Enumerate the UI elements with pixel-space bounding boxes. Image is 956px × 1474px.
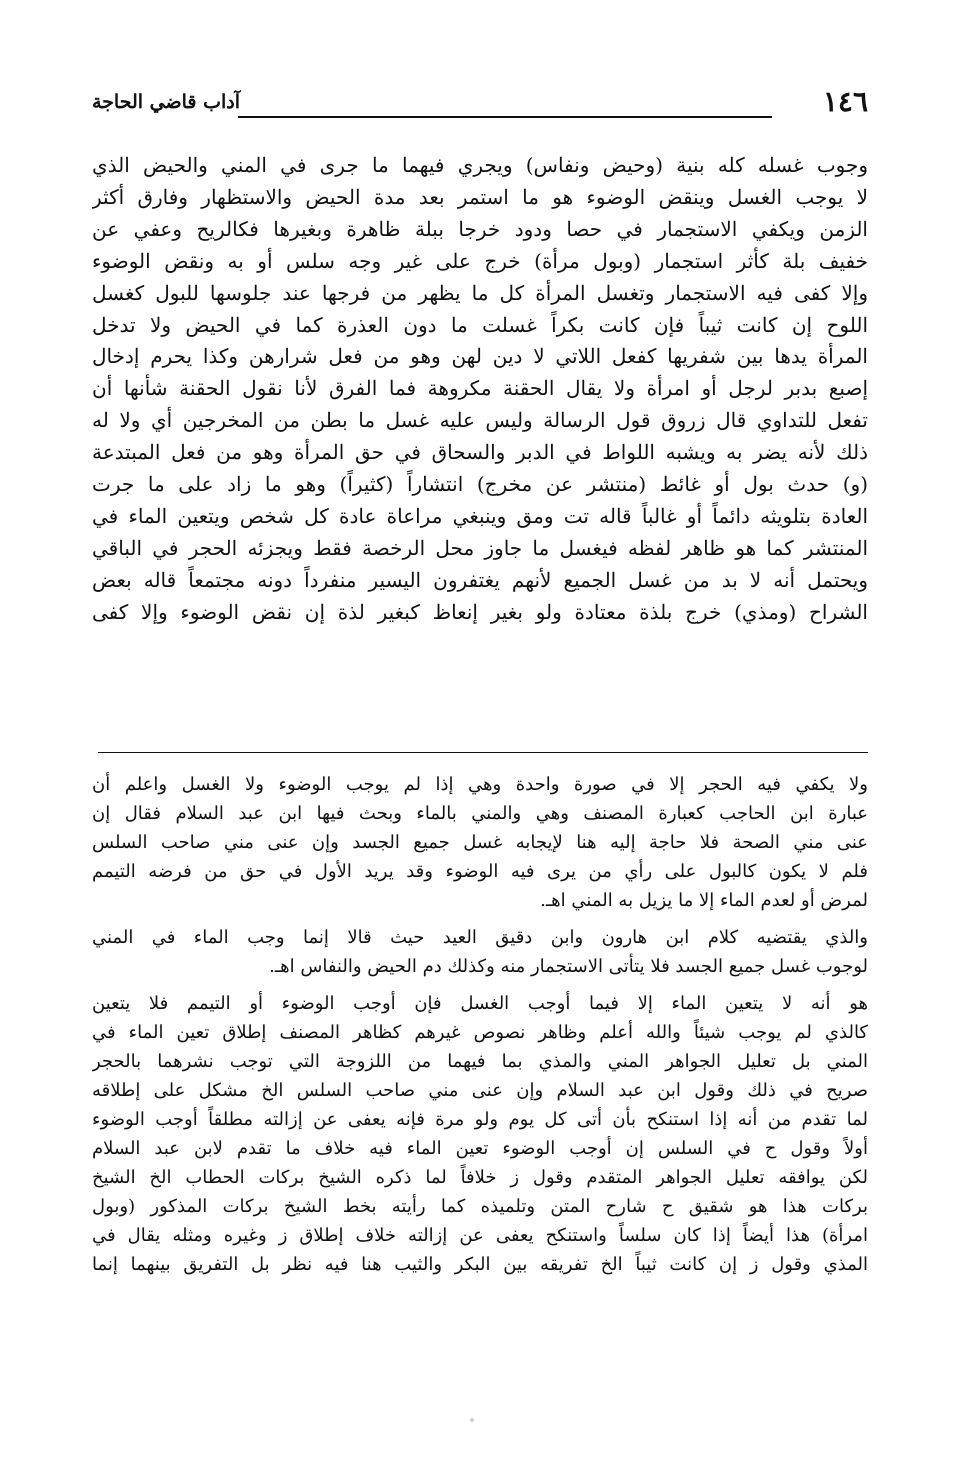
footnote-line: صريح في ذلك وقول ابن عبد السلام وإن عنى مني صاحب السلس الخ مشكل على إطلاقه [92, 1080, 868, 1101]
main-line: خفيف بلة كأثر استجمار (وبول مرأة) خرج على غير وجه سلس أو به ونقض الوضوء [92, 248, 868, 273]
main-line: الشراح (ومذي) خرج بلذة معتادة ولو بغير إنعاظ كبغير لذة إن نقض الوضوء وإلا كفى [92, 599, 868, 624]
footnote-line: بركات هذا هو شقيق ح شارح المتن وتلميذه كما رأيته بخط الشيخ بركات المذكور (وبول [92, 1196, 868, 1217]
footnote-paragraph [92, 989, 868, 1279]
footnote-line: امرأة) هذا أيضاً إذا كان سلساً واستنكح يعفى عن إزالته خلاف إطلاق ز وغيره ومثله يقال في [92, 1225, 868, 1246]
footnote-line: لمرض أو لعدم الماء إلا ما يزيل به المني اهـ. [540, 890, 868, 911]
footnotes-block [92, 770, 868, 1287]
main-line: المرأة يدها بين شفريها كفعل اللاتي لا دين لهن وهو من فعل شرارهن وكذا يحرم إدخال [92, 344, 868, 369]
footnote-line: المني بل تعليل الجواهر المني والمذي بما فيهما من اللزوجة التي توجب نشرهما بالحجر [92, 1051, 868, 1072]
header-rule [238, 116, 772, 118]
footnote-line: عبارة ابن الحاجب كعبارة المصنف وهي والمني بالماء وبحث فيها ابن عبد السلام فقال إن [92, 803, 868, 824]
footnote-line: فلم لا يكون كالبول على رأي من يرى فيه الوضوء وقد يريد الأول في حق من فرضه التيمم [92, 861, 868, 882]
main-text-block [92, 150, 868, 629]
footnote-line: المذي وقول ز إن كانت ثيباً الخ تفريقه بين البكر والثيب هنا فيه نظر بل التفريق بينهما إنما [92, 1254, 868, 1275]
footnote-line: ولا يكفي فيه الحجر إلا في صورة واحدة وهي إذا لم يوجب الوضوء ولا الغسل واعلم أن [92, 774, 868, 795]
footnote-line: لما تقدم من أنه إذا استنكح بأن أتى كل يوم ولو مرة فإنه يعفى عن إزالته مطلقاً أوجب الوضوء [92, 1109, 868, 1130]
main-line: وجوب غسله كله بنية (وحيض ونفاس) ويجري فيهما ما جرى في المني والحيض الذي [92, 153, 868, 177]
footnote-line: والذي يقتضيه كلام ابن هارون وابن دقيق العيد حيث قالا إنما وجب الماء في المني [92, 927, 868, 948]
footnote-line: كالذي لم يوجب شيئاً والله أعلم وظاهر نصوص غيرهم كظاهر المصنف إطلاق تعين الماء في [92, 1022, 868, 1043]
footnote-line: أولاً وقول ح في السلس إن أوجب الوضوء تعين الماء فيه خلاف ما تقدم لابن عبد السلام [92, 1138, 868, 1159]
footnote-line: لكن يوافقه تعليل الجواهر المتقدم وقول ز خلافاً لما ذكره الشيخ بركات الحطاب الخ الشيخ [92, 1167, 868, 1188]
main-line: وإلا كفى فيه الاستجمار وتغسل المرأة كل ما يظهر من فرجها عند جلوسها للبول كغسل [92, 280, 868, 305]
main-line: لا يوجب الغسل وينقض الوضوء هو ما استمر بعد مدة الحيض والاستظهار وفارق أكثر [92, 184, 868, 209]
footnote-paragraph [92, 923, 868, 981]
footnote-paragraph [92, 770, 868, 915]
footnote-line: هو أنه لا يتعين الماء إلا فيما أوجب الغسل فإن أوجب الوضوء أو التيمم فلا يتعين [92, 993, 868, 1014]
page-header [92, 86, 868, 126]
main-line: تفعل للتداوي قال زروق قول الرسالة وليس عليه غسل ما بطن من المخرجين أي ولا له [92, 408, 868, 433]
footnote-line: عنى مني الصحة فلا حاجة إليه هنا لإيجابه غسل جميع الجسد وإن عنى مني صاحب السلس [92, 832, 868, 853]
main-line: الزمن ويكفي الاستجمار في حصا ودود خرجا ببلة ظاهرة وبغيرها فكالريح وعفي عن [92, 216, 868, 241]
page-number: ١٤٦ [822, 85, 868, 118]
footnote-line: لوجوب غسل جميع الجسد فلا يتأتى الاستجمار منه وكذلك دم الحيض والنفاس اهـ. [269, 956, 868, 977]
main-line: إصبع بدبر لرجل أو امرأة ولا يقال الحقنة مكروهة فما الفرق لأنا نقول الحقنة شأنها أن [92, 376, 868, 401]
main-line: ويحتمل أنه لا بد من غسل الجميع لأنهم يغتفرون اليسير منفرداً دونه مجتمعاً قاله بعض [92, 567, 868, 592]
main-line: (و) حدث بول أو غائط (منتشر عن مخرج) انتشاراً (كثيراً) وهو ما زاد على ما جرت [92, 472, 868, 497]
main-line: اللوح إن كانت ثيباً فإن كانت بكراً غسلت ما دون العذرة كما في الحيض ولا تدخل [92, 312, 868, 337]
main-line: ذلك لأنه يضر به ويشبه اللواط في الدبر والسحاق في حق المرأة وهو من فعل المبتدعة [92, 440, 868, 465]
main-line: العادة بتلويثه دائماً أو غالباً قاله تت ومق وينبغي مراعاة عادة كل شخص ويتعين الماء في [92, 503, 868, 528]
scan-speck [470, 1418, 474, 1422]
main-line: المنتشر كما هو ظاهر لفظه فيغسل ما جاوز محل الرخصة فقط ويجزئه الحجر في الباقي [92, 535, 868, 560]
running-title: آداب قاضي الحاجة [92, 91, 241, 113]
footnote-separator [98, 752, 868, 753]
